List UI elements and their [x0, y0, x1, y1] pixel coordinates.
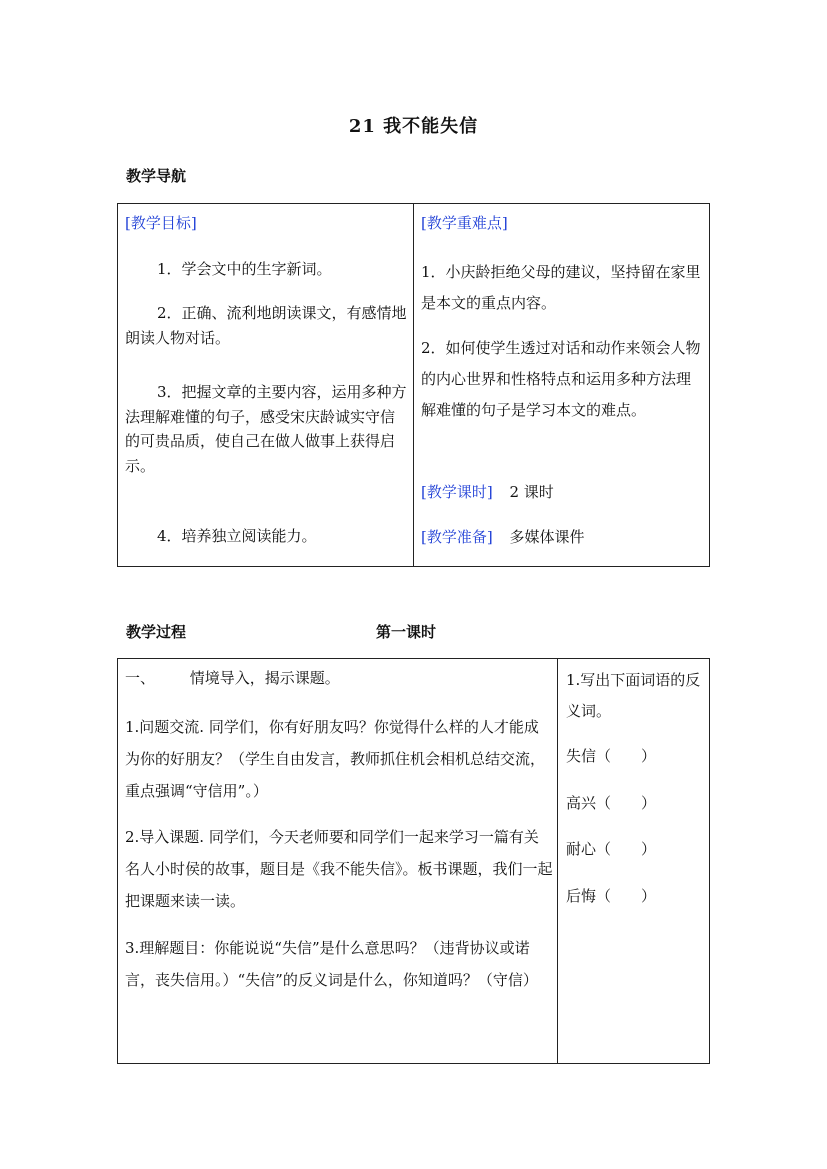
- prep-row: [421, 526, 585, 547]
- hours-label: [教学课时]: [421, 483, 493, 501]
- teaching-nav-heading: 教学导航: [126, 167, 187, 185]
- table-divider: [413, 203, 414, 567]
- key-points-label: [教学重难点]: [421, 214, 508, 232]
- key-point-2: 2．如何使学生透过对话和动作来领会人物的内心世界和性格特点和运用多种方法理解难懂的句子是学习本文的难点。: [421, 339, 701, 419]
- step-title: 情境导入，揭示课题。: [189, 669, 340, 687]
- process-heading: 教学过程: [126, 623, 187, 641]
- page-title: 21 我不能失信: [348, 116, 479, 137]
- key-point-1: 1．小庆龄拒绝父母的建议，坚持留在家里是本文的重点内容。: [421, 263, 701, 312]
- prep-label: [教学准备]: [421, 528, 493, 546]
- exercise-word-1: 失信（ ）: [566, 747, 657, 765]
- lesson-heading: 第一课时: [376, 623, 437, 641]
- goal-item-3: 3．把握文章的主要内容，运用多种方法理解难懂的句子，感受宋庆龄诚实守信的可贵品质，使自己在做人做事上获得启示。: [125, 383, 407, 475]
- step-number: 一、: [125, 669, 156, 687]
- process-paragraph-2: 2.导入课题. 同学们，今天老师要和同学们一起来学习一篇有关名人小时侯的故事，题目是《我不能失信》。板书课题，我们一起把课题来读一读。: [125, 828, 553, 910]
- goals-label: [教学目标]: [125, 214, 197, 232]
- goal-item-4: 4．培养独立阅读能力。: [157, 527, 317, 545]
- process-paragraph-1: 1.问题交流. 同学们，你有好朋友吗？你觉得什么样的人才能成为你的好朋友？（学生自由发言，教师抓住机会相机总结交流，重点强调“守信用”。）: [125, 718, 546, 800]
- exercise-word-4: 后悔（ ）: [566, 887, 657, 905]
- process-table-divider: [557, 658, 558, 1064]
- hours-value: 2 课时: [509, 483, 554, 501]
- goal-item-1: 1．学会文中的生字新词。: [157, 260, 332, 278]
- goal-item-2: 2．正确、流利地朗读课文，有感情地朗读人物对话。: [125, 304, 407, 347]
- step-heading: [125, 667, 340, 688]
- process-paragraph-3: 3.理解题目：你能说说“失信”是什么意思吗？（违背协议或诺言，丧失信用。）“失信”的反义词是什么，你知道吗？（守信）: [125, 939, 538, 989]
- exercise-word-3: 耐心（ ）: [566, 840, 657, 858]
- prep-value: 多媒体课件: [509, 528, 585, 546]
- hours-row: [421, 481, 554, 502]
- exercise-instruction: 1.写出下面词语的反义词。: [566, 671, 701, 720]
- exercise-word-2: 高兴（ ）: [566, 794, 657, 812]
